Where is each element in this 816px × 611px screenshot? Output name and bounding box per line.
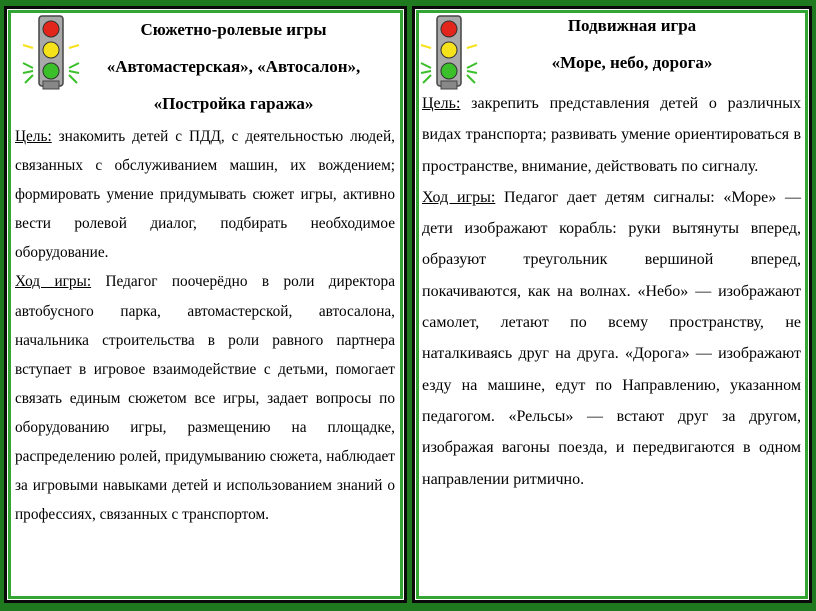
- left-goal-text: знакомить детей с ПДД, с деятельностью людей, связанных с обслуживанием машин, их вождением; формировать умение придумывать сюжет игры, активно вести ролевой диалог, подбирать необходимое оборудование.: [15, 128, 395, 262]
- right-title: [415, 7, 809, 81]
- right-goal-paragraph: [422, 88, 801, 182]
- left-title: [7, 11, 404, 122]
- left-goal-label: Цель:: [15, 128, 52, 145]
- left-body: [15, 122, 395, 529]
- right-process-label: Ход игры:: [422, 188, 496, 206]
- right-process-paragraph: [422, 182, 801, 495]
- left-process-text: Педагог поочерёдно в роли директора автобусного парка, автомастерской, автосалона, начальника строительства в роли равного партнера вступает в игровое взаимодействие с детьми, помогает связать единым сюжетом все игры, задает вопросы по оборудованию игры, размещению на площадке, распределению ролей, придумыванию сюжета, наблюдает за игровыми навыками детей и использованием знаний о профессиях, связанных с транспортом.: [15, 273, 395, 524]
- left-process-label: Ход игры:: [15, 273, 92, 291]
- right-title-line: Подвижная игра: [567, 16, 697, 35]
- right-body: [422, 88, 801, 495]
- right-title-line: «Море, небо, дорога»: [551, 53, 713, 72]
- left-process-paragraph: [15, 267, 395, 529]
- right-goal-label: Цель:: [422, 95, 461, 112]
- right-goal-text: закрепить представления детей о различных видах транспорта; развивать умение ориентироваться в пространстве, внимание, действовать по сигналу.: [422, 95, 801, 175]
- left-card: [4, 6, 407, 603]
- left-goal-paragraph: [15, 122, 395, 267]
- left-title-line: «Постройка гаража»: [153, 94, 314, 113]
- left-title-line: «Автомастерская», «Автосалон»,: [106, 57, 361, 76]
- right-card: [412, 6, 812, 603]
- right-process-text: Педагог дает детям сигналы: «Море» — дети изображают корабль: руки вытянуты вперед, образуют треугольник вершиной вперед, покачиваются, как на волнах. «Небо» — изображают самолет, летают по всему пространству, не наталкиваясь друг на друга. «Дорога» — изображают езду на машине, едут по Направлению, указанном педагогом. «Рельсы» — встают друг за другом, изображая вагоны поезда, и передвигаются в одном направлении ритмично.: [422, 188, 802, 488]
- left-title-line: Сюжетно-ролевые игры: [140, 20, 327, 39]
